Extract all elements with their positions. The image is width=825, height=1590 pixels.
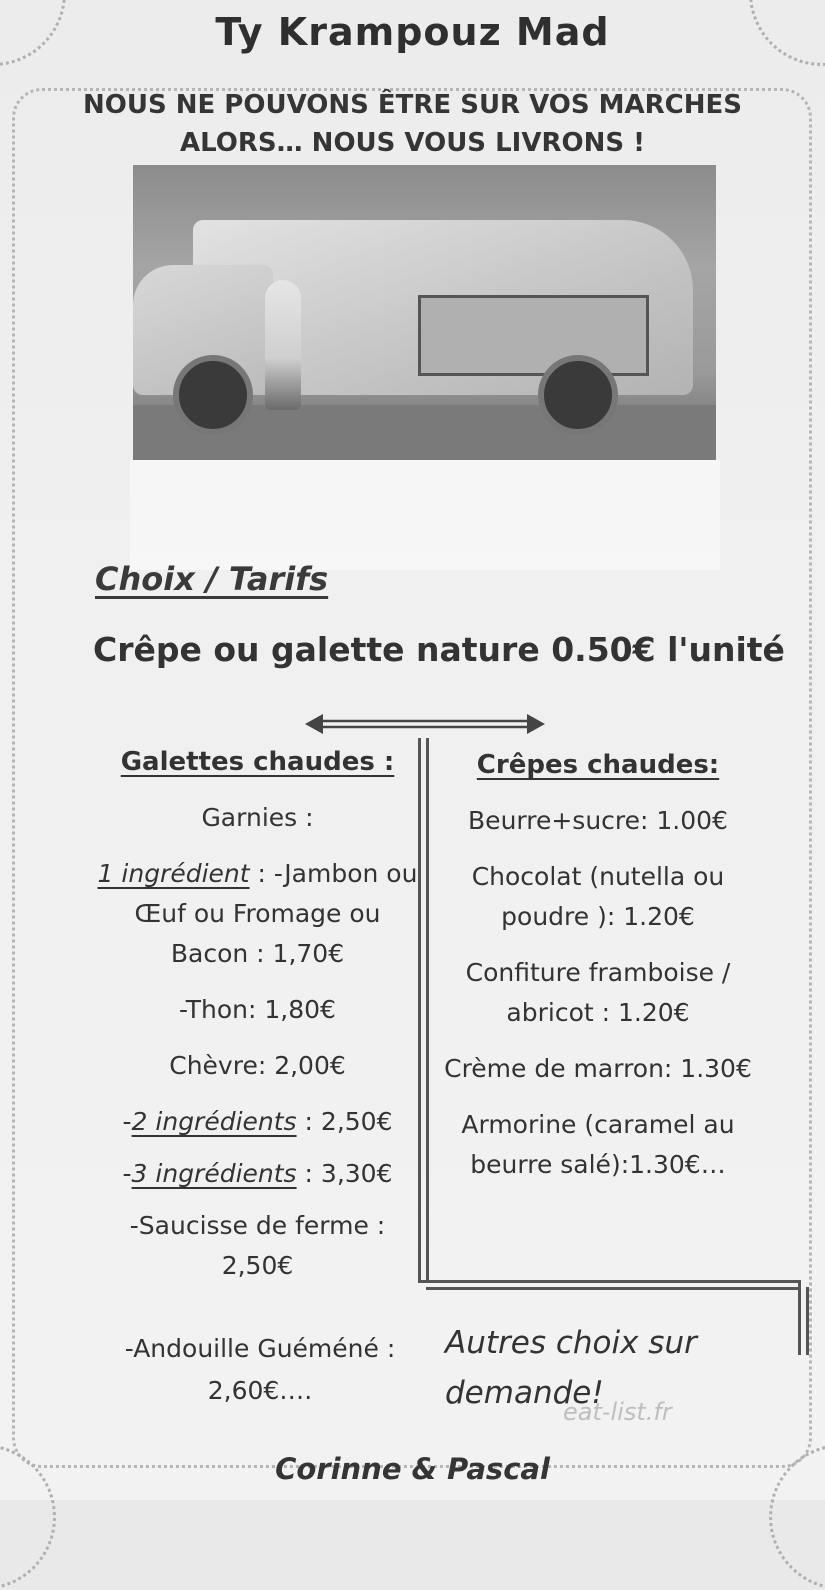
watermark: eat-list.fr bbox=[563, 1398, 672, 1426]
three-ingredients-item bbox=[95, 1154, 420, 1194]
dash: - bbox=[122, 1107, 132, 1136]
van-wheel bbox=[173, 355, 253, 435]
three-ingredients-label: 3 ingrédients bbox=[131, 1159, 297, 1188]
tagline bbox=[0, 86, 825, 162]
thon-item: -Thon: 1,80€ bbox=[179, 995, 336, 1024]
galettes-column bbox=[95, 742, 420, 1302]
nature-price-line: Crêpe ou galette nature 0.50€ l'unité bbox=[93, 630, 785, 669]
tagline-line-1: NOUS NE POUVONS ÊTRE SUR VOS MARCHES bbox=[82, 90, 743, 120]
dash: - bbox=[122, 1159, 132, 1188]
divider-line bbox=[426, 738, 429, 1283]
chevre-item: Chèvre: 2,00€ bbox=[169, 1051, 346, 1080]
double-arrow-icon bbox=[305, 712, 545, 736]
beurre-sucre-item: Beurre+sucre: 1.00€ bbox=[468, 806, 728, 835]
signature: Corinne & Pascal bbox=[275, 1452, 550, 1486]
one-ingredient-item bbox=[95, 854, 420, 974]
crepes-heading: Crêpes chaudes: bbox=[476, 750, 720, 780]
tagline-line-2: ALORS… NOUS VOUS LIVRONS ! bbox=[180, 128, 645, 158]
saucisse-item: -Saucisse de ferme : 2,50€ bbox=[129, 1211, 386, 1280]
van-wheel bbox=[538, 355, 618, 435]
divider-line bbox=[418, 1280, 801, 1283]
child-figure bbox=[265, 280, 301, 410]
food-truck-photo bbox=[133, 165, 716, 460]
van-serving-window bbox=[418, 295, 649, 376]
divider-line bbox=[798, 1280, 801, 1355]
two-ingredients-label: 2 ingrédients bbox=[131, 1107, 297, 1136]
divider-line bbox=[426, 1287, 801, 1290]
creme-marron-item: Crème de marron: 1.30€ bbox=[444, 1054, 752, 1083]
two-ingredients-item bbox=[95, 1102, 420, 1142]
crepes-column bbox=[438, 745, 758, 1201]
andouille-item: -Andouille Guéméné : 2,60€…. bbox=[124, 1334, 396, 1405]
shop-title: Ty Krampouz Mad bbox=[215, 10, 610, 54]
garnies-label: Garnies : bbox=[201, 803, 314, 832]
armorine-item: Armorine (caramel au beurre salé):1.30€… bbox=[461, 1110, 735, 1179]
choix-tarifs-heading: Choix / Tarifs bbox=[95, 560, 329, 598]
three-ingredients-price: : 3,30€ bbox=[296, 1159, 393, 1188]
one-ingredient-details: : -Jambon ou Œuf ou Fromage ou Bacon : 1,70€ bbox=[134, 859, 418, 968]
chocolat-item: Chocolat (nutella ou poudre ): 1.20€ bbox=[471, 862, 725, 931]
confiture-item: Confiture framboise / abricot : 1.20€ bbox=[465, 958, 731, 1027]
divider-line bbox=[806, 1287, 809, 1355]
other-choices-note: Autres choix sur demande! bbox=[445, 1325, 697, 1411]
photo-glare bbox=[130, 460, 720, 570]
galettes-heading: Galettes chaudes : bbox=[120, 747, 395, 777]
one-ingredient-label: 1 ingrédient bbox=[97, 859, 250, 888]
two-ingredients-price: : 2,50€ bbox=[296, 1107, 393, 1136]
